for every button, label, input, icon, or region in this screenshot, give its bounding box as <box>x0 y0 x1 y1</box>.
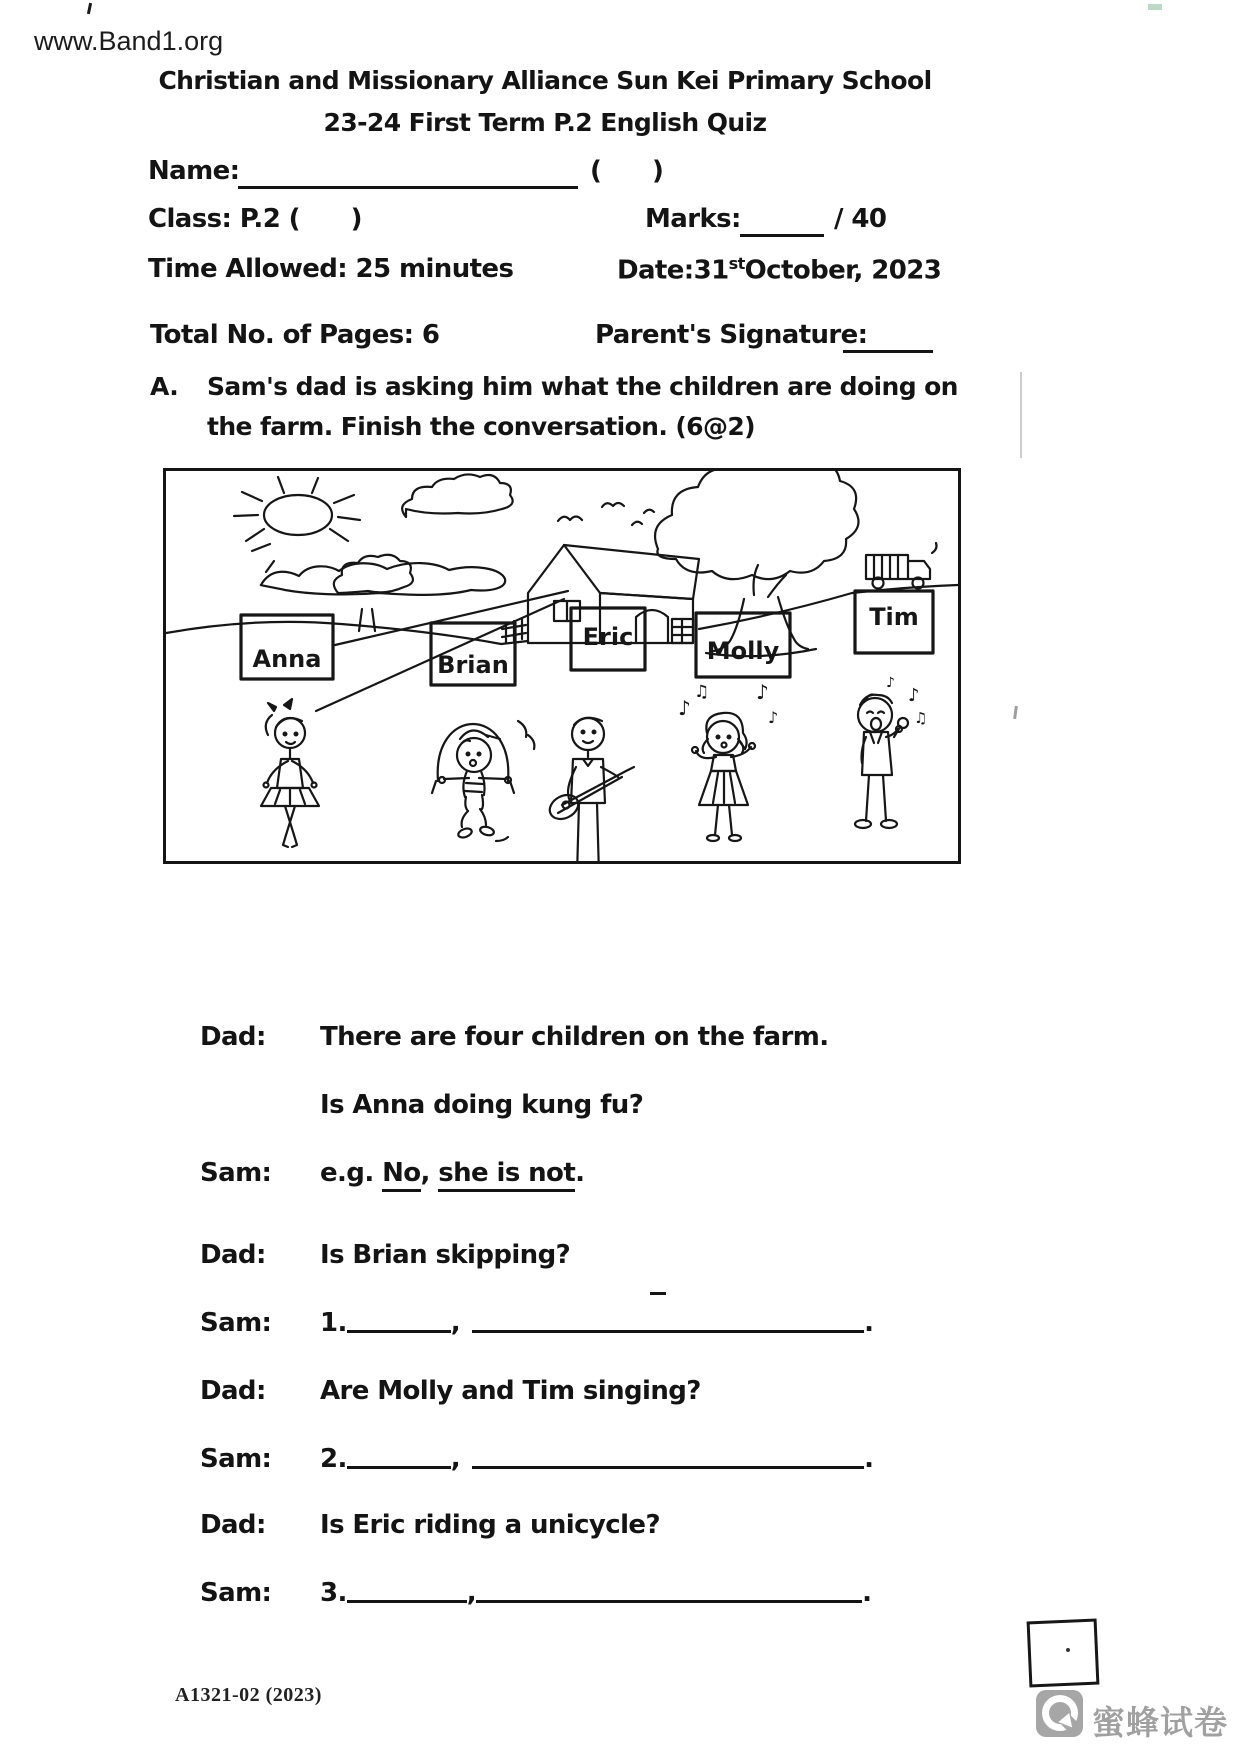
date-suffix: October, 2023 <box>744 255 942 286</box>
class-label: Class: P.2 ( ) <box>148 204 362 234</box>
speaker-sam: Sam: <box>200 1158 272 1188</box>
section-a-line2: the farm. Finish the conversation. (6@2) <box>207 412 755 441</box>
date-ordinal: st <box>728 254 745 273</box>
date-field <box>617 254 941 286</box>
dialogue-row <box>0 1444 1240 1484</box>
answer-blank <box>347 1444 451 1469</box>
dad-question3: Are Molly and Tim singing? <box>320 1376 701 1406</box>
sun-icon <box>234 477 360 572</box>
speaker-dad: Dad: <box>200 1510 266 1540</box>
marks-blank <box>740 204 824 237</box>
pages-signature-row <box>0 320 1240 362</box>
child-molly-singing <box>678 680 778 841</box>
name-label-eric: Eric <box>582 623 634 651</box>
svg-text:♪: ♪ <box>678 696 691 720</box>
eg-word2: she is not <box>438 1158 575 1192</box>
comma: , <box>450 1308 461 1339</box>
dialogue-row <box>0 1090 1240 1130</box>
scan-artifact <box>1148 4 1162 10</box>
score-box <box>1027 1619 1100 1688</box>
tree-icon <box>655 471 858 656</box>
school-title: Christian and Missionary Alliance Sun Kei Primary School <box>158 66 932 95</box>
period: . <box>864 1308 874 1339</box>
speaker-dad: Dad: <box>200 1022 266 1052</box>
sam-answer-1 <box>320 1308 873 1338</box>
svg-text:♫: ♫ <box>694 682 710 702</box>
name-paren: ( ) <box>590 156 664 186</box>
child-brian-skipping <box>432 721 534 841</box>
brand-name: 蜜蜂试卷 <box>1092 1703 1228 1742</box>
dialogue-row <box>0 1510 1240 1550</box>
date-prefix: Date:31 <box>617 255 729 286</box>
speaker-dad: Dad: <box>200 1240 266 1270</box>
dialogue-row <box>0 1578 1240 1618</box>
dialogue-row <box>0 1376 1240 1416</box>
eg-word1: No <box>382 1158 420 1192</box>
section-a-line1: Sam's dad is asking him what the children are doing on <box>207 372 958 401</box>
scan-artifact <box>650 1292 666 1295</box>
dialogue-row <box>0 1308 1240 1348</box>
svg-text:♪: ♪ <box>886 675 895 691</box>
total-pages-label: Total No. of Pages: 6 <box>150 320 440 350</box>
paper-code: A1321-02 (2023) <box>175 1684 322 1706</box>
class-marks-row <box>0 204 1240 246</box>
speaker-sam: Sam: <box>200 1308 272 1338</box>
comma: , <box>450 1444 461 1475</box>
child-tim-singing <box>855 675 927 828</box>
name-row <box>0 156 1240 198</box>
farm-scene-svg <box>166 471 958 861</box>
name-blank <box>238 156 578 189</box>
name-label-tim: Tim <box>869 603 919 631</box>
truck-icon <box>866 543 937 589</box>
name-label-anna: Anna <box>252 645 322 673</box>
svg-text:♫: ♫ <box>914 709 928 727</box>
eg-period: . <box>575 1158 585 1188</box>
cloud-icon <box>402 474 513 517</box>
speaker-dad: Dad: <box>200 1376 266 1406</box>
dialogue-row <box>0 1022 1240 1062</box>
dad-question4: Is Eric riding a unicycle? <box>320 1510 660 1540</box>
dialogue-row <box>0 1240 1240 1280</box>
answer-blank <box>472 1444 864 1469</box>
period: . <box>862 1578 872 1609</box>
eg-comma: , <box>420 1158 439 1188</box>
period: . <box>864 1444 874 1475</box>
speaker-sam: Sam: <box>200 1578 272 1608</box>
answer-number: 3. <box>320 1578 347 1609</box>
bee-logo-icon <box>1036 1690 1083 1737</box>
scan-artifact <box>1020 372 1022 458</box>
marks-total: / 40 <box>834 204 887 234</box>
name-label-brian: Brian <box>437 651 509 679</box>
svg-text:♪: ♪ <box>768 708 779 727</box>
child-eric-guitar <box>546 718 634 861</box>
answer-number: 2. <box>320 1444 347 1475</box>
time-date-row <box>0 254 1240 296</box>
sam-example-answer <box>320 1158 584 1188</box>
dialogue-row <box>0 1158 1240 1198</box>
sam-answer-3 <box>320 1578 871 1608</box>
signature-blank <box>843 320 933 353</box>
speaker-sam: Sam: <box>200 1444 272 1474</box>
name-label: Name: <box>148 156 240 186</box>
scan-artifact <box>1066 1648 1070 1652</box>
answer-blank <box>476 1578 862 1603</box>
name-label-molly: Molly <box>706 637 780 665</box>
marks-label: Marks: <box>645 204 741 234</box>
answer-blank <box>347 1308 451 1333</box>
answer-number: 1. <box>320 1308 347 1339</box>
parent-signature-label: Parent's Signature: <box>595 320 868 350</box>
answer-blank <box>472 1308 864 1333</box>
child-anna-ballet <box>261 699 319 847</box>
scan-artifact <box>1013 706 1018 719</box>
quiz-title: 23-24 First Term P.2 English Quiz <box>323 108 767 137</box>
scan-artifact <box>87 3 92 14</box>
dad-line1: There are four children on the farm. <box>320 1022 829 1052</box>
svg-text:♪: ♪ <box>908 685 920 706</box>
dad-line2: Is Anna doing kung fu? <box>320 1090 644 1120</box>
cloud-icon <box>261 563 505 595</box>
comma: , <box>466 1578 477 1609</box>
answer-blank <box>347 1578 467 1603</box>
time-allowed-label: Time Allowed: 25 minutes <box>148 254 514 284</box>
section-a-label: A. <box>150 372 179 401</box>
svg-text:♪: ♪ <box>756 680 769 704</box>
birds-icon <box>558 503 654 525</box>
sam-answer-2 <box>320 1444 873 1474</box>
farm-illustration <box>163 468 961 864</box>
dad-question2: Is Brian skipping? <box>320 1240 571 1270</box>
eg-prefix: e.g. <box>320 1158 383 1188</box>
watermark-url: www.Band1.org <box>34 26 224 56</box>
